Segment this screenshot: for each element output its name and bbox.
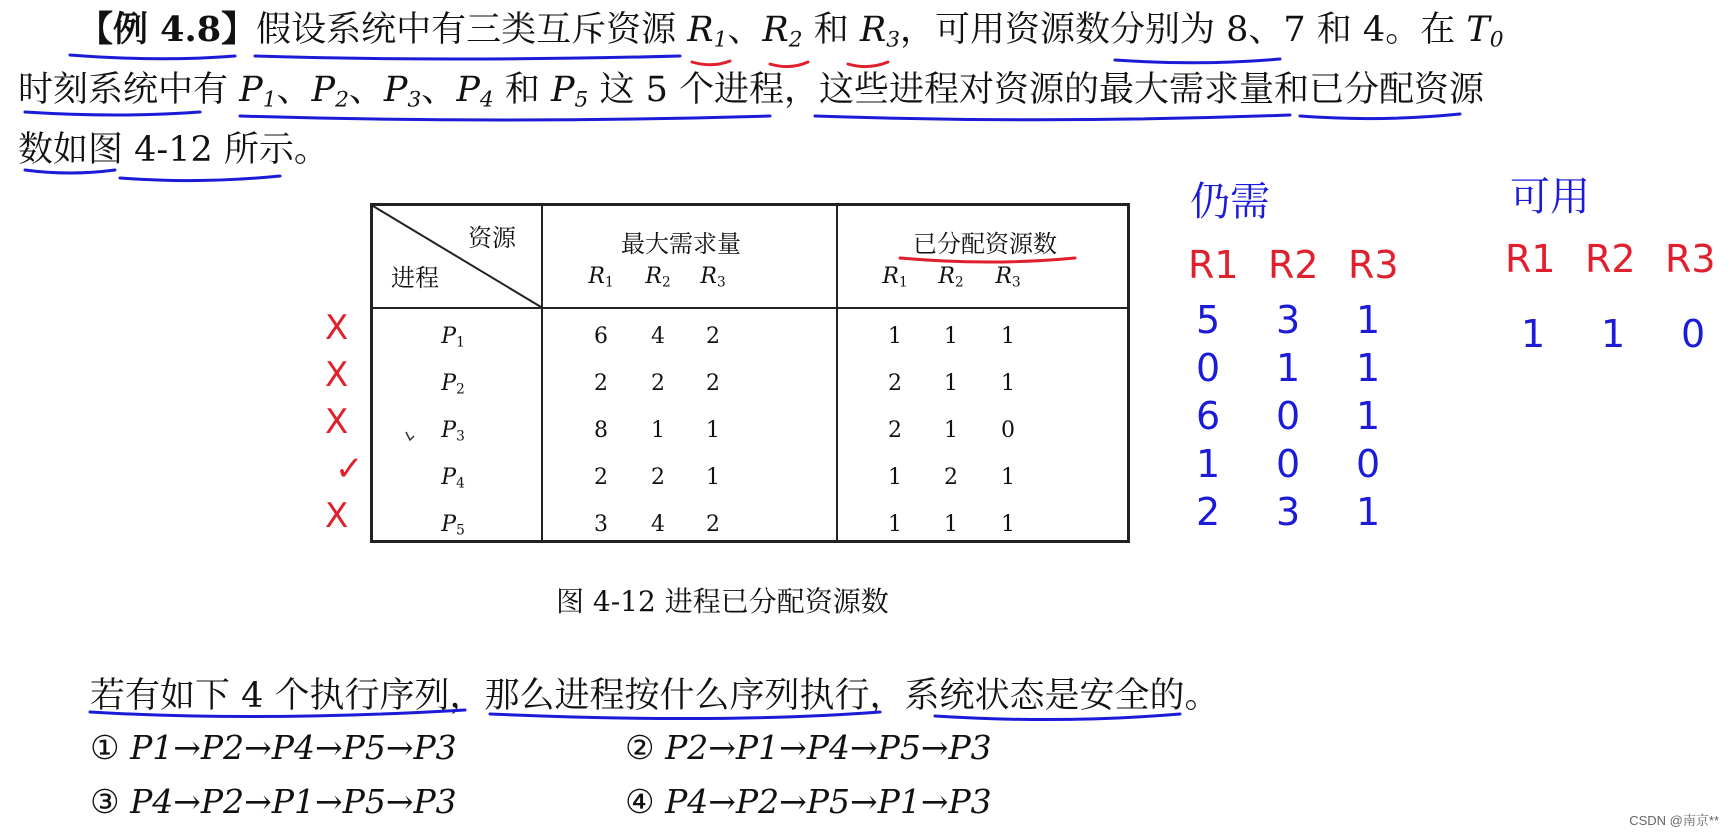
column-label: $R_2$ (938, 264, 964, 291)
available-resource-header: R3 (1665, 237, 1716, 281)
need-value: 6 (1196, 394, 1221, 438)
available-title: 可用 (1510, 174, 1590, 220)
available-value: 0 (1681, 312, 1706, 356)
max-demand-cell: 6 (594, 324, 608, 349)
need-value: 1 (1356, 298, 1381, 342)
process-label: $P_1$ (441, 324, 465, 351)
need-resource-header: R3 (1348, 243, 1399, 287)
allocated-cell: 1 (888, 512, 902, 537)
max-demand-cell: 2 (594, 465, 608, 490)
available-value: 1 (1521, 312, 1546, 356)
row-mark: X (325, 355, 349, 395)
need-value: 1 (1276, 346, 1301, 390)
allocated-cell: 1 (1001, 512, 1015, 537)
problem-text: 假设系统中有三类互斥资源 (256, 10, 688, 50)
need-value: 0 (1356, 442, 1381, 486)
need-value: 2 (1196, 490, 1221, 534)
need-value: 0 (1196, 346, 1221, 390)
problem-text: 这 5 个进程，这些进程对资源的最大需求量和已分配资源 (588, 70, 1484, 110)
question-text: 若有如下 4 个执行序列，那么进程按什么序列执行，系统状态是安全的。 (90, 676, 1220, 716)
column-label: $R_1$ (882, 264, 908, 291)
allocated-cell: 1 (1001, 324, 1015, 349)
process-label: $P_5$ (441, 512, 465, 539)
corner-resource-label: 资源 (468, 224, 516, 252)
corner-process-label: 进程 (391, 264, 439, 292)
max-demand-cell: 1 (706, 465, 720, 490)
need-value: 5 (1196, 298, 1221, 342)
need-value: 3 (1276, 298, 1301, 342)
problem-text: ，可用资源数分别为 8、7 和 4。在 (900, 10, 1467, 50)
need-title: 仍需 (1190, 179, 1270, 225)
max-demand-header: 最大需求量 (621, 230, 741, 258)
allocated-cell: 0 (1001, 418, 1015, 443)
need-resource-header: R2 (1268, 243, 1319, 287)
problem-paragraph (18, 0, 1504, 180)
allocated-cell: 1 (944, 324, 958, 349)
allocated-header: 已分配资源数 (913, 230, 1057, 258)
sequence-option: ③ P4→P2→P1→P5→P3 (90, 782, 457, 821)
allocated-cell: 1 (1001, 371, 1015, 396)
problem-text: 时刻系统中有 (18, 70, 240, 110)
allocated-cell: 2 (888, 418, 902, 443)
column-label: $R_3$ (995, 264, 1021, 291)
max-demand-cell: 2 (651, 465, 665, 490)
max-demand-cell: 3 (594, 512, 608, 537)
figure-caption: 图 4-12 进程已分配资源数 (556, 585, 889, 618)
column-label: $R_2$ (645, 264, 671, 291)
row-mark: ✓ (335, 449, 364, 489)
allocation-table (370, 203, 1130, 543)
available-resource-header: R2 (1585, 237, 1636, 281)
process-label: $P_4$ (441, 465, 465, 492)
problem-text: 和 (802, 10, 860, 50)
need-value: 3 (1276, 490, 1301, 534)
problem-text: 、 (727, 10, 763, 50)
max-demand-cell: 1 (706, 418, 720, 443)
process-label: $P_3$ (441, 418, 465, 445)
watermark: CSDN @南京** (1629, 813, 1719, 828)
problem-line-2: 时刻系统中有 $P_1$、$P_2$、$P_3$、$P_4$ 和 $P_5$ 这 5 个进程，这些进程对资源的最大需求量和已分配资源 (18, 70, 1484, 113)
max-demand-cell: 4 (651, 512, 665, 537)
allocated-cell: 1 (888, 324, 902, 349)
need-value: 0 (1276, 442, 1301, 486)
row-mark: X (325, 402, 349, 442)
example-tag: 【例 4.8】 (78, 9, 257, 50)
allocated-cell: 1 (1001, 465, 1015, 490)
sequence-option: ② P2→P1→P4→P5→P3 (625, 728, 992, 767)
allocated-cell: 2 (944, 465, 958, 490)
allocated-cell: 1 (944, 371, 958, 396)
allocated-cell: 1 (888, 465, 902, 490)
max-demand-cell: 2 (651, 371, 665, 396)
sequence-option: ④ P4→P2→P5→P1→P3 (625, 782, 992, 821)
need-resource-header: R1 (1188, 243, 1239, 287)
max-demand-cell: 1 (651, 418, 665, 443)
available-resource-header: R1 (1505, 237, 1556, 281)
available-value: 1 (1601, 312, 1626, 356)
row-mark: X (325, 308, 349, 348)
max-demand-cell: 2 (706, 512, 720, 537)
max-demand-cell: 8 (594, 418, 608, 443)
max-demand-cell: 2 (706, 324, 720, 349)
allocated-cell: 2 (888, 371, 902, 396)
need-value: 0 (1276, 394, 1301, 438)
process-label: $P_2$ (441, 371, 465, 398)
row-mark: X (325, 496, 349, 536)
allocated-cell: 1 (944, 512, 958, 537)
allocated-cell: 1 (944, 418, 958, 443)
max-demand-cell: 4 (651, 324, 665, 349)
column-label: $R_1$ (588, 264, 614, 291)
need-value: 1 (1356, 346, 1381, 390)
problem-line-3: 数如图 4-12 所示。 (18, 130, 329, 170)
need-value: 1 (1356, 490, 1381, 534)
problem-line-1: 【例 4.8】假设系统中有三类互斥资源 $R_1$、$R_2$ 和 $R_3$，可用资源数分别为 8、7 和 4。在 $T_0$ (78, 9, 1504, 53)
sequence-option: ① P1→P2→P4→P5→P3 (90, 728, 457, 767)
column-label: $R_3$ (700, 264, 726, 291)
max-demand-cell: 2 (706, 371, 720, 396)
max-demand-cell: 2 (594, 371, 608, 396)
need-value: 1 (1356, 394, 1381, 438)
need-value: 1 (1196, 442, 1221, 486)
